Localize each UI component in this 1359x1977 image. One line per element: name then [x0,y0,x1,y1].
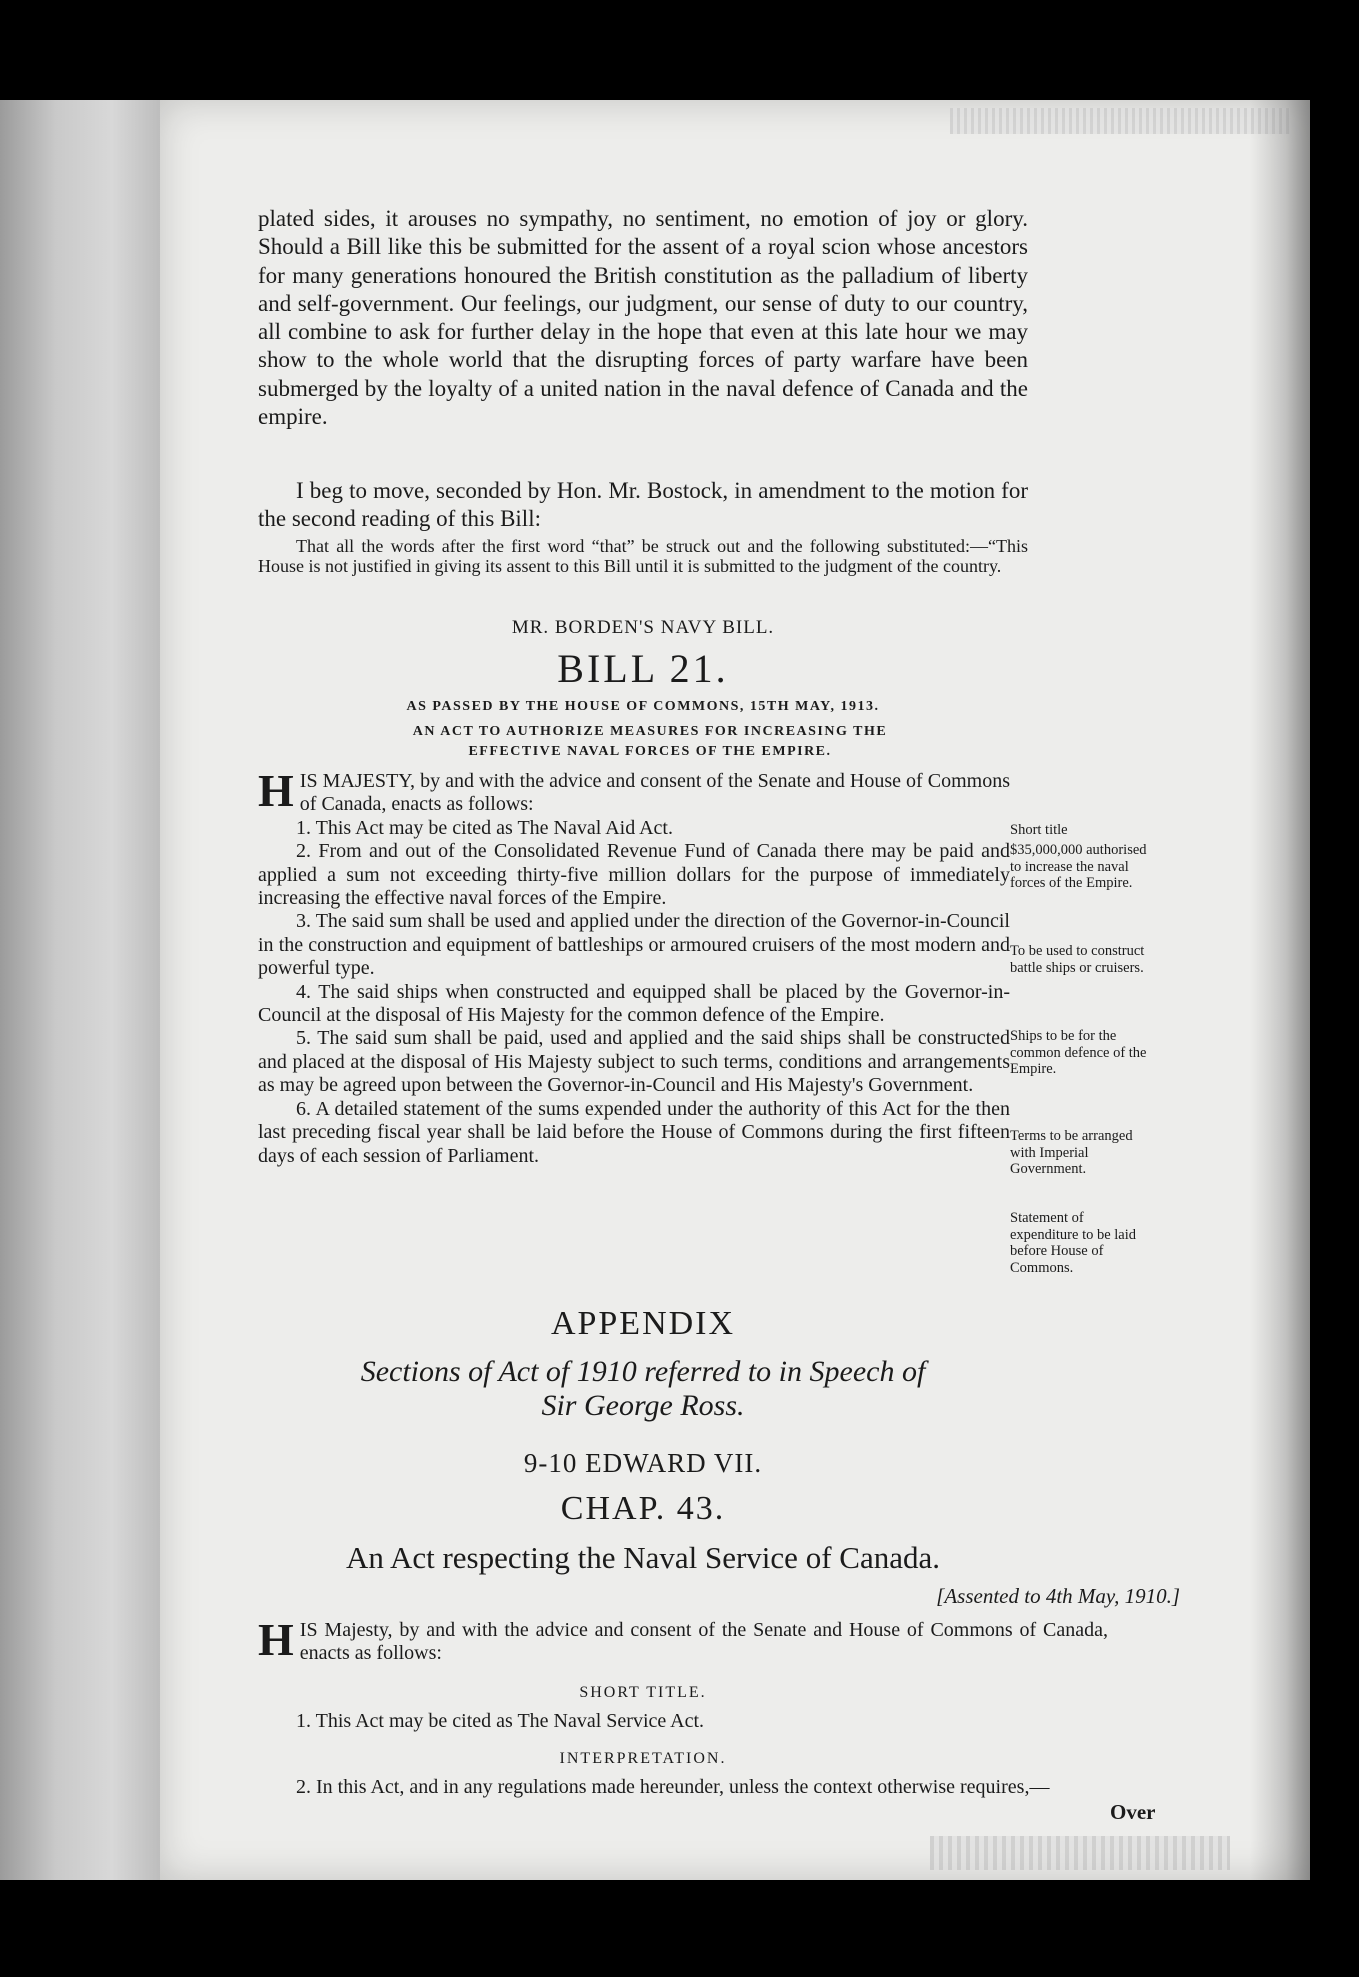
bill-section-5: 5. The said sum shall be paid, used and applied and the said ships shall be constructed and placed at the disposal of His Majesty subject to such terms, conditions and arrangements as may be agreed upon between the Governor-in-Council and His Majesty's Government. [258,1027,1010,1097]
adjacent-page-edge [0,100,160,1880]
act-intro: HIS Majesty, by and with the advice and consent of the Senate and House of Commons of Canada, enacts as follows: [258,1614,1108,1665]
bill-intro: HIS MAJESTY, by and with the advice and consent of the Senate and House of Commons of Canada, enacts as follows: [258,765,1010,816]
opening-paragraph: plated sides, it arouses no sympathy, no sentiment, no emotion of joy or glory. Should a Bill like this be submitted for the assent of a royal scion whose ancestors for many generations honoured the British constitution as the palladium of liberty and self-government. Our feelings, our judgment, our sense of duty to our country, all combine to ask for further delay in the hope that even at this late hour we may show to the whole world that the disrupting forces of party warfare have been submerged by the loyalty of a united nation in the naval defence of Canada and the empire. [258,206,1028,430]
interpretation-label: INTERPRETATION. [559,1750,727,1767]
bill-title: BILL 21. [557,646,729,691]
margin-note-defence: Ships to be for the common defence of the Empire. [1010,1028,1147,1077]
margin-note-short-title: Short title [1010,822,1068,838]
passed-line: AS PASSED BY THE HOUSE OF COMMONS, 15TH MAY, 1913. [406,699,880,714]
bill-section-3: 3. The said sum shall be used and applied under the direction of the Governor-in-Council in the construction and equipment of battleships or armoured cruisers of the most modern and powerful type. [258,910,1010,980]
drop-cap: H [258,1614,294,1665]
bill-heading: MR. BORDEN'S NAVY BILL. [511,617,775,638]
bill-section-6: 6. A detailed statement of the sums expended under the authority of this Act for the then last preceding fiscal year shall be laid before the House of Commons during the first fifteen days of each session of Parliament. [258,1097,1010,1167]
margin-note-statement: Statement of expenditure to be laid before House of Commons. [1010,1210,1137,1276]
act-body [258,1614,1108,1666]
scan-noise-top [950,108,1290,134]
page-shadow-right [1250,100,1310,1880]
chapter-title: An Act respecting the Naval Service of Canada. [346,1540,940,1575]
short-title-section: 1. This Act may be cited as The Naval Service Act. [296,1710,705,1732]
assent-date: [Assented to 4th May, 1910.] [936,1584,1180,1608]
bill-section-2: 2. From and out of the Consolidated Revenue Fund of Canada there may be paid and applied a sum not exceeding thirty-five million dollars for the purpose of immediately increasing the effective naval forces of the Empire. [258,840,1010,910]
amendment-text: That all the words after the first word “that” be struck out and the following substituted:—“This House is not justified in giving its assent to this Bill until it is submitted to the judgment of the country. [258,536,1028,576]
bill-body [258,765,1010,1168]
act-title-line: AN ACT TO AUTHORIZE MEASURES FOR INCREASING THE EFFECTIVE NAVAL FORCES OF THE EMPIRE. [412,724,888,759]
drop-cap: H [258,765,294,816]
margin-note-sum: $35,000,000 authorised to increase the naval forces of the Empire. [1010,842,1147,891]
appendix-heading: APPENDIX [550,1305,736,1342]
margin-note-terms: Terms to be arranged with Imperial Government. [1010,1128,1133,1177]
regnal-line: 9-10 EDWARD VII. [523,1448,763,1478]
over-label: Over [1110,1800,1156,1824]
bill-section-4: 4. The said ships when constructed and equipped shall be placed by the Governor-in-Council at the disposal of His Majesty for the common defence of the Empire. [258,980,1010,1027]
scan-noise-bottom [930,1836,1230,1870]
motion-paragraph: I beg to move, seconded by Hon. Mr. Bostock, in amendment to the motion for the second reading of this Bill: [258,478,1028,532]
margin-note-construct: To be used to construct battle ships or cruisers. [1010,943,1145,976]
document-page [160,100,1310,1880]
chapter-number: CHAP. 43. [560,1490,726,1527]
appendix-subtitle-1: Sections of Act of 1910 referred to in Speech of [360,1355,926,1388]
appendix-subtitle-2: Sir George Ross. [541,1389,745,1422]
short-title-label: SHORT TITLE. [579,1684,707,1701]
bill-section-1: 1. This Act may be cited as The Naval Aid Act. [296,816,673,839]
interpretation-section: 2. In this Act, and in any regulations made hereunder, unless the context otherwise requires,— [296,1776,1050,1798]
